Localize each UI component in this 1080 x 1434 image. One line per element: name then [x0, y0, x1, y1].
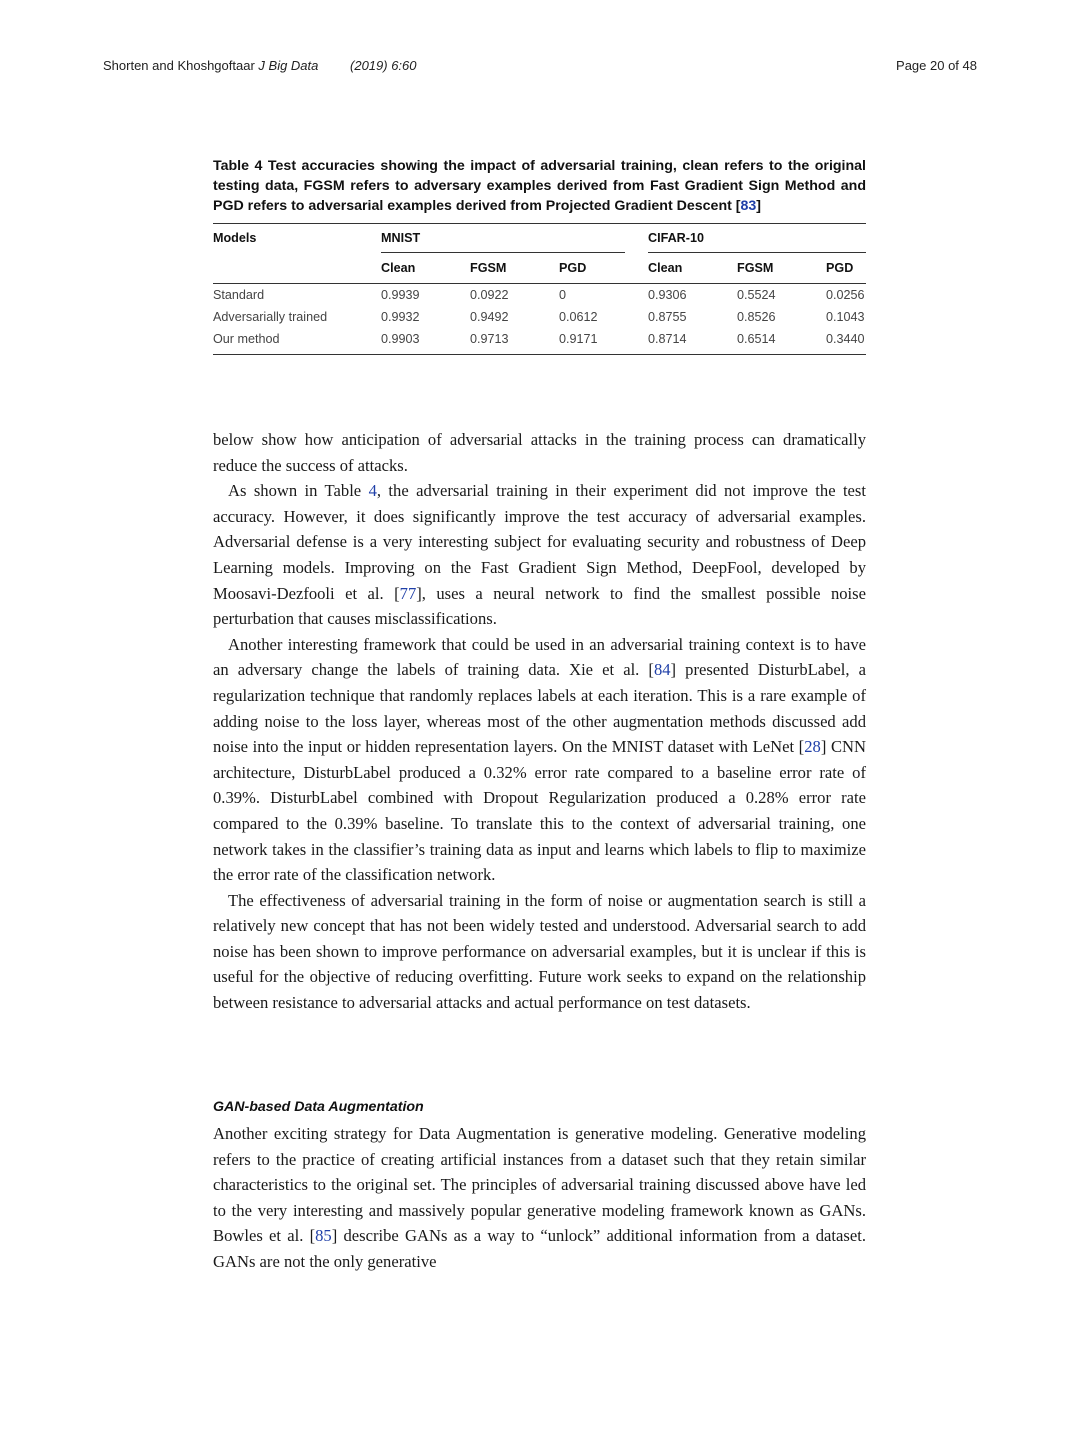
table-ref-link[interactable]: 4: [368, 481, 377, 501]
page-number: Page 20 of 48: [896, 58, 977, 73]
citation-link[interactable]: 77: [399, 583, 417, 603]
header-mnist-clean: Clean: [381, 253, 470, 284]
running-head-journal: J Big Data: [258, 58, 319, 73]
text-run: , the adversarial training in their experiment did not improve the test accuracy. However, it does significantly improve the test accuracy of adversarial examples. Adversarial defense is a very interesting subject for evaluating security and robustness of Deep Learning models. Improving on the Fast Gradient Sign Method, DeepFool, developed by Moosavi-Dezfooli et al. [: [213, 481, 866, 603]
cell: 0.9306: [648, 288, 687, 302]
cell: 0.9713: [470, 332, 509, 346]
body-text-upper: [213, 427, 866, 1016]
paragraph: [213, 478, 866, 632]
cell: 0.0922: [470, 288, 509, 302]
running-head-citation: [103, 58, 417, 73]
header-cifar-pgd: PGD: [826, 253, 866, 284]
citation-link[interactable]: 83: [740, 198, 757, 214]
cell: 0.8526: [737, 310, 776, 324]
text-run: As shown in Table: [228, 481, 369, 501]
cell: 0.0612: [559, 310, 598, 324]
results-table: [213, 223, 866, 355]
table-caption-end: ]: [756, 198, 762, 214]
row-model: Our method: [213, 332, 280, 346]
running-head-year: (2019) 6:60: [350, 58, 417, 73]
cell: 0.9171: [559, 332, 598, 346]
table-caption-label: Table 4: [213, 158, 263, 174]
cell: 0.3440: [826, 332, 865, 346]
cell: 0.8714: [648, 332, 687, 346]
header-models: Models: [213, 231, 257, 246]
citation-link[interactable]: 85: [315, 1226, 332, 1246]
text-run: Another exciting strategy for Data Augmentation is generative modeling. Generative modeling refers to the practice of creating artificial instances from a dataset such that they retain similar characteristics to the original set. The principles of adversarial training discussed above have led to the very interesting and massively popular generative modeling framework known as GANs. Bowles et al. [: [213, 1124, 866, 1246]
paragraph: below show how anticipation of adversarial attacks in the training process can dramatically reduce the success of attacks.: [213, 430, 866, 475]
cell: 0.9932: [381, 310, 420, 324]
table-caption: [213, 156, 866, 216]
cell: 0: [559, 288, 567, 302]
table-row: [213, 328, 866, 355]
table-row: [213, 306, 866, 328]
row-model: Adversarially trained: [213, 310, 328, 324]
cell: 0.6514: [737, 332, 776, 346]
cell: 0.9939: [381, 288, 420, 302]
header-cifar-clean: Clean: [648, 253, 737, 284]
cell: 0.9903: [381, 332, 420, 346]
table-caption-text: Test accuracies showing the impact of adversarial training, clean refers to the original testing data, FGSM refers to adversary examples derived from Fast Gradient Sign Method and PGD refers to adversarial examples derived from Projected Gradient Descent [: [213, 158, 866, 214]
cell: 0.9492: [470, 310, 509, 324]
header-mnist-pgd: PGD: [559, 253, 625, 284]
running-head-authors: Shorten and Khoshgoftaar: [103, 58, 255, 73]
table-4: [213, 156, 866, 355]
text-run: ], uses a neural network to find the smallest possible noise perturbation that causes misclassifications.: [213, 583, 866, 629]
citation-link[interactable]: 28: [804, 737, 821, 757]
paragraph: [213, 1121, 866, 1275]
header-mnist-fgsm: FGSM: [470, 253, 559, 284]
text-run: ] presented DisturbLabel, a regularization technique that randomly replaces labels at each iteration. This is a rare example of adding noise to the loss layer, whereas most of the other augmentation methods discussed add noise into the input or hidden representation layers. On the MNIST dataset with LeNet [: [213, 660, 866, 757]
header-group-mnist: MNIST: [381, 231, 421, 245]
cell: 0.1043: [826, 310, 865, 324]
paragraph: The effectiveness of adversarial training in the form of noise or augmentation search is still a relatively new concept that has not been widely tested and understood. Adversarial search to add noise has been shown to improve performance on adversarial examples, but it is unclear if this is useful for the objective of reducing overfitting. Future work seeks to expand on the relationship between resistance to adversarial attacks and actual performance on test datasets.: [213, 890, 866, 1013]
cell: 0.8755: [648, 310, 687, 324]
cell: 0.0256: [826, 288, 865, 302]
body-text-lower: [213, 1121, 866, 1275]
row-model: Standard: [213, 288, 265, 302]
citation-link[interactable]: 84: [653, 660, 671, 680]
paragraph: [213, 632, 866, 888]
header-group-cifar: CIFAR-10: [648, 231, 704, 245]
text-run: ] CNN architecture, DisturbLabel produced a 0.32% error rate compared to a baseline error rate of 0.39%. DisturbLabel combined with Dropout Regularization produced a 0.28% error rate compared to the 0.39% baseline. To translate this to the context of adversarial training, one network takes in the classifier’s training data as input and learns which labels to flip to maximize the error rate of the classification network.: [213, 737, 867, 885]
table-row: [213, 284, 866, 307]
running-head: [103, 58, 977, 76]
cell: 0.5524: [737, 288, 776, 302]
section-heading: GAN-based Data Augmentation: [213, 1099, 424, 1115]
header-cifar-fgsm: FGSM: [737, 253, 826, 284]
text-run: ] describe GANs as a way to “unlock” additional information from a dataset. GANs are not the only generative: [213, 1226, 866, 1271]
text-run: Another interesting framework that could be used in an adversarial training context is to have an adversary change the labels of training data. Xie et al. [: [213, 634, 866, 680]
